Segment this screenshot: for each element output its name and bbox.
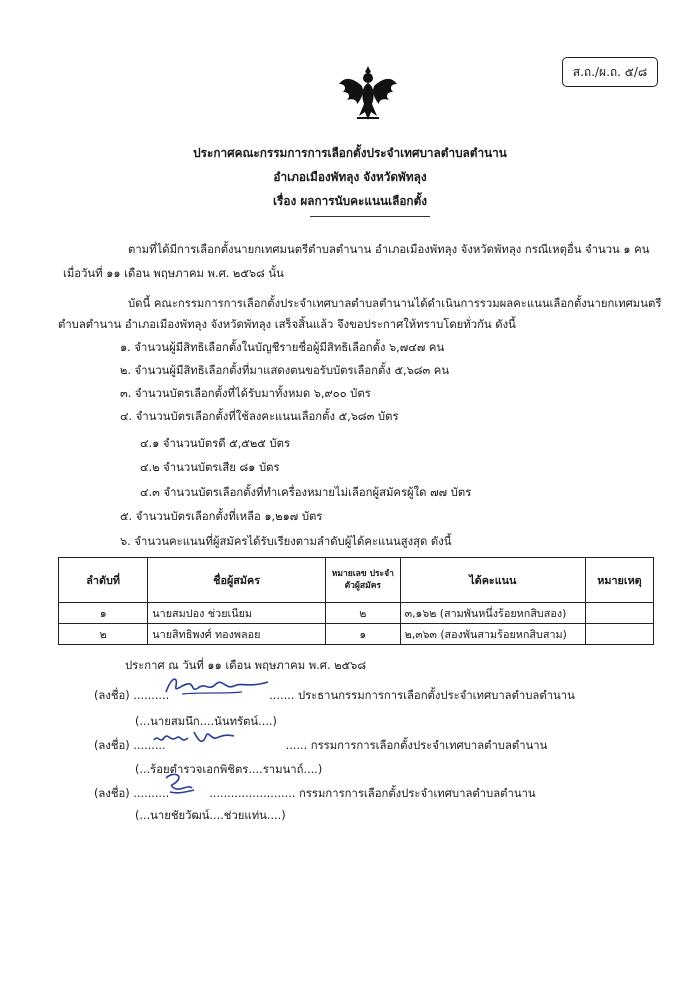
item-5: ๕. จำนวนบัตรเลือกตั้งที่เหลือ ๑,๒๑๗ บัตร (120, 510, 323, 523)
title-line-1: ประกาศคณะกรรมการการเลือกตั้งประจำเทศบาลตำบลตำนาน (193, 146, 507, 160)
table-row (59, 603, 654, 624)
sign-role: ....... ประธานกรรมการการเลือกตั้งประจำเทศบาลตำบลตำนาน (269, 689, 575, 702)
header-candidate-name: ชื่อผู้สมัคร (148, 558, 326, 603)
signature-3-icon (160, 770, 200, 798)
header-remarks: หมายเหตุ (585, 558, 653, 603)
form-code-box (562, 57, 658, 87)
header-candidate-number: หมายเลข ประจำตัวผู้สมัคร (325, 558, 400, 603)
cell-votes: ๓,๑๖๒ (สามพันหนึ่งร้อยหกสิบสอง) (400, 603, 585, 624)
cell-votes: ๒,๓๖๓ (สองพันสามร้อยหกสิบสาม) (400, 624, 585, 645)
cell-candidate-name: นายสิทธิพงศ์ ทองพลอย (148, 624, 326, 645)
intro-line-1: ตามที่ได้มีการเลือกตั้งนายกเทศมนตรีตำบลตำนาน อำเภอเมืองพัทลุง จังหวัดพัทลุง กรณีเหตุอื่น จำนวน ๑ คน (128, 243, 650, 256)
garuda-emblem-icon (335, 60, 401, 126)
table-header-row (59, 558, 654, 603)
table-row (59, 624, 654, 645)
signer-name-2: (...ร้อยตำรวจเอกพิชิตร....รามนาถ์....) (135, 763, 323, 776)
sign-prefix: (ลงชื่อ) .......... (94, 689, 170, 702)
body-line-1: บัดนี้ คณะกรรมการการเลือกตั้งประจำเทศบาลตำบลตำนานได้ดำเนินการรวมผลคะแนนเลือกตั้งนายกเทศมนตรี (128, 297, 662, 310)
signer-name-3: (...นายชัยวัฒน์....ช่วยแท่น....) (135, 809, 286, 822)
signer-name-1: (...นายสมนึก....นันทรัตน์....) (135, 715, 277, 728)
item-4: ๔. จำนวนบัตรเลือกตั้งที่ใช้ลงคะแนนเลือกตั้ง ๕,๖๘๓ บัตร (120, 410, 399, 423)
title-divider (310, 216, 430, 217)
cell-rank: ๒ (59, 624, 148, 645)
announce-date: ประกาศ ณ วันที่ ๑๑ เดือน พฤษภาคม พ.ศ. ๒๕๖๘ (125, 659, 367, 672)
subitem-4-3: ๔.๓ จำนวนบัตรเลือกตั้งที่ทำเครื่องหมายไม่เลือกผู้สมัครผู้ใด ๗๗ บัตร (140, 486, 472, 499)
subitem-4-2: ๔.๒ จำนวนบัตรเสีย ๘๑ บัตร (140, 461, 280, 474)
signature-2-icon (150, 726, 240, 750)
item-2: ๒. จำนวนผู้มีสิทธิเลือกตั้งที่มาแสดงตนขอรับบัตรเลือกตั้ง ๕,๖๘๓ คน (120, 364, 450, 377)
results-table (58, 557, 654, 645)
item-1: ๑. จำนวนผู้มีสิทธิเลือกตั้งในบัญชีรายชื่อผู้มีสิทธิเลือกตั้ง ๖,๗๔๗ คน (120, 341, 445, 354)
form-code: ส.ถ./ผ.ถ. ๕/๘ (572, 64, 648, 79)
signature-1-icon (162, 672, 272, 700)
sign-role: ...... กรรมการการเลือกตั้งประจำเทศบาลตำบลตำนาน (285, 739, 548, 752)
cell-rank: ๑ (59, 603, 148, 624)
body-line-2: ตำบลตำนาน อำเภอเมืองพัทลุง จังหวัดพัทลุง เสร็จสิ้นแล้ว จึงขอประกาศให้ทราบโดยทั่วกัน ดังนี้ (58, 318, 516, 331)
header-rank: ลำดับที่ (59, 558, 148, 603)
cell-candidate-number: ๑ (325, 624, 400, 645)
item-6: ๖. จำนวนคะแนนที่ผู้สมัครได้รับเรียงตามลำดับผู้ได้คะแนนสูงสุด ดังนี้ (120, 535, 452, 548)
intro-line-2: เมื่อวันที่ ๑๑ เดือน พฤษภาคม พ.ศ. ๒๕๖๘ นั้น (63, 267, 284, 280)
cell-remarks (585, 603, 653, 624)
sign-role: ........................ กรรมการการเลือกตั้งประจำเทศบาลตำบลตำนาน (209, 787, 536, 800)
sign-prefix: (ลงชื่อ) ......... (94, 739, 166, 752)
cell-candidate-name: นายสมปอง ช่วยเนียม (148, 603, 326, 624)
title-line-2: อำเภอเมืองพัทลุง จังหวัดพัทลุง (273, 170, 427, 184)
title-line-3: เรื่อง ผลการนับคะแนนเลือกตั้ง (273, 194, 427, 208)
cell-candidate-number: ๒ (325, 603, 400, 624)
sign-prefix: (ลงชื่อ) .......... (94, 787, 170, 800)
cell-remarks (585, 624, 653, 645)
item-3: ๓. จำนวนบัตรเลือกตั้งที่ได้รับมาทั้งหมด ๖,๙๐๐ บัตร (120, 387, 371, 400)
header-votes: ได้คะแนน (400, 558, 585, 603)
subitem-4-1: ๔.๑ จำนวนบัตรดี ๕,๕๒๕ บัตร (140, 437, 291, 450)
